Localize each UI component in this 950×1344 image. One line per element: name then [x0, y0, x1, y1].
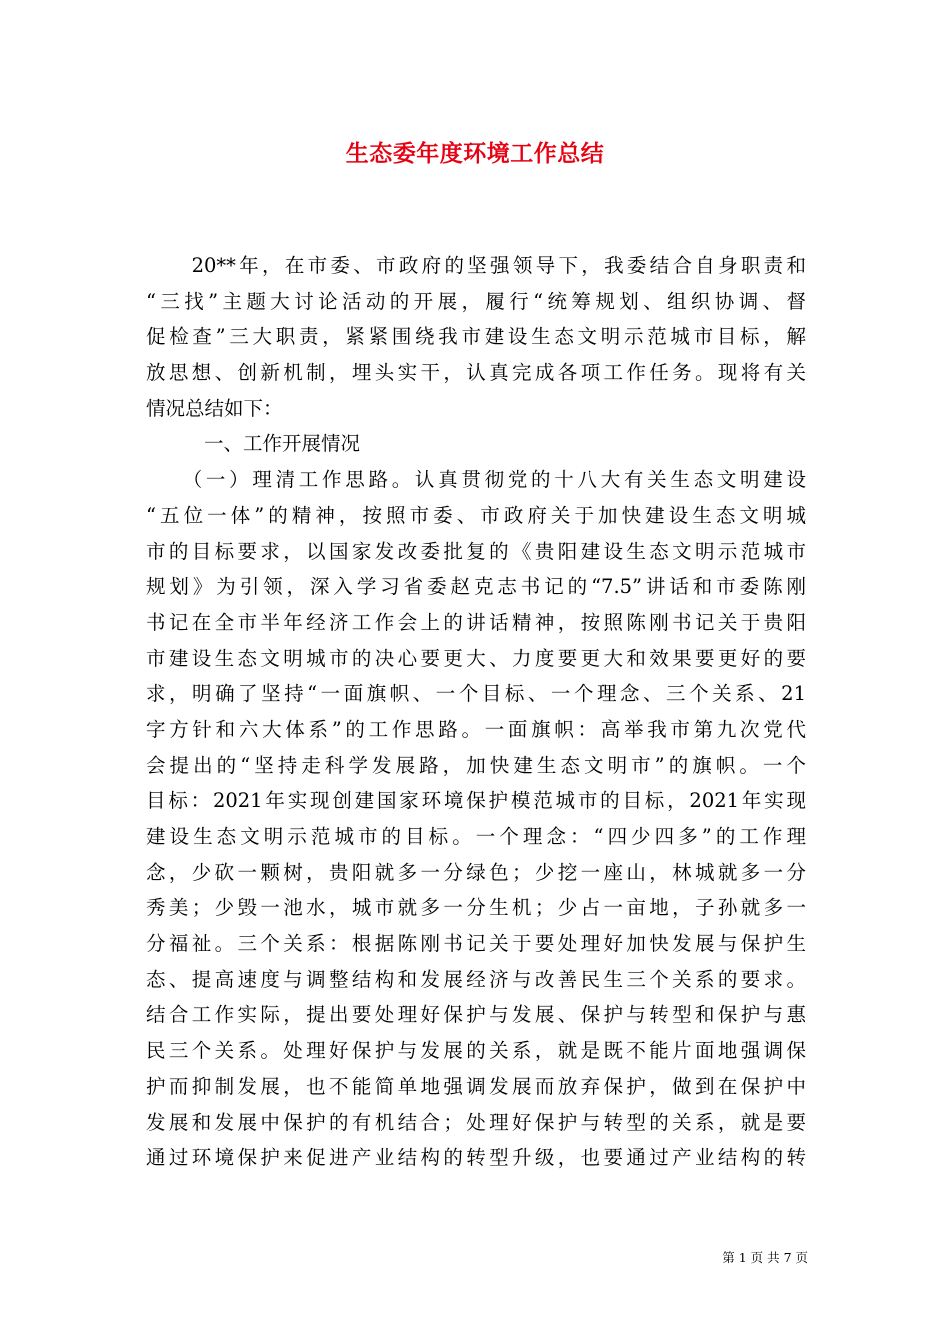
text-line: 20**年，在市委、市政府的坚强领导下，我委结合自身职责和: [146, 254, 806, 277]
text-line: 市建设生态文明城市的决心要更大、力度要更大和效果要更好的要: [146, 646, 806, 670]
text-line: 态、提高速度与调整结构和发展经济与改善民生三个关系的要求。: [146, 967, 806, 991]
text-line: 秀美；少毁一池水，城市就多一分生机；少占一亩地，子孙就多一: [146, 896, 806, 920]
text-line: 发展和发展中保护的有机结合；处理好保护与转型的关系，就是要: [146, 1110, 806, 1134]
text-line: 念，少砍一颗树，贵阳就多一分绿色；少挖一座山，林城就多一分: [146, 860, 806, 884]
text-line: 分福祉。三个关系：根据陈刚书记关于要处理好加快发展与保护生: [146, 932, 806, 956]
text-line: 书记在全市半年经济工作会上的讲话精神，按照陈刚书记关于贵阳: [146, 610, 806, 634]
text-line: 民三个关系。处理好保护与发展的关系，就是既不能片面地强调保: [146, 1039, 806, 1063]
text-line: 放思想、创新机制，埋头实干，认真完成各项工作任务。现将有关: [146, 361, 806, 385]
text-line: 结合工作实际，提出要处理好保护与发展、保护与转型和保护与惠: [146, 1003, 806, 1027]
text-line: 规划》为引领，深入学习省委赵克志书记的“7.5”讲话和市委陈刚: [146, 575, 806, 599]
paragraph-work-approach: [146, 462, 806, 1176]
text-line: 建设生态文明示范城市的目标。一个理念：“四少四多”的工作理: [146, 825, 806, 848]
document-body: [146, 248, 806, 1176]
page-number: 第 1 页 共 7 页: [722, 1250, 808, 1265]
text-line: 促检查”三大职责，紧紧围绕我市建设生态文明示范城市目标，解: [146, 325, 806, 349]
text-line: （一）理清工作思路。认真贯彻党的十八大有关生态文明建设: [146, 468, 806, 492]
document-title: 生态委年度环境工作总结: [345, 140, 605, 167]
text-line: “五位一体”的精神，按照市委、市政府关于加快建设生态文明城: [146, 503, 806, 527]
text-line: 目标：2021年实现创建国家环境保护模范城市的目标，2021年实现: [146, 789, 806, 813]
text-line: 字方针和六大体系”的工作思路。一面旗帜：高举我市第九次党代: [146, 717, 806, 741]
text-line: 求，明确了坚持“一面旗帜、一个目标、一个理念、三个关系、21: [146, 682, 806, 706]
text-line: 市的目标要求，以国家发改委批复的《贵阳建设生态文明示范城市: [146, 539, 806, 563]
text-line: “三找”主题大讨论活动的开展，履行“统筹规划、组织协调、督: [146, 289, 806, 313]
text-line: 通过环境保护来促进产业结构的转型升级，也要通过产业结构的转: [146, 1146, 806, 1170]
paragraph-intro: [146, 248, 806, 426]
text-line: 会提出的“坚持走科学发展路，加快建生态文明市”的旗帜。一个: [146, 753, 806, 777]
text-line: 情况总结如下：: [146, 396, 283, 420]
text-line: 护而抑制发展，也不能简单地强调发展而放弃保护，做到在保护中: [146, 1074, 806, 1098]
section-heading: 一、工作开展情况: [204, 432, 361, 456]
